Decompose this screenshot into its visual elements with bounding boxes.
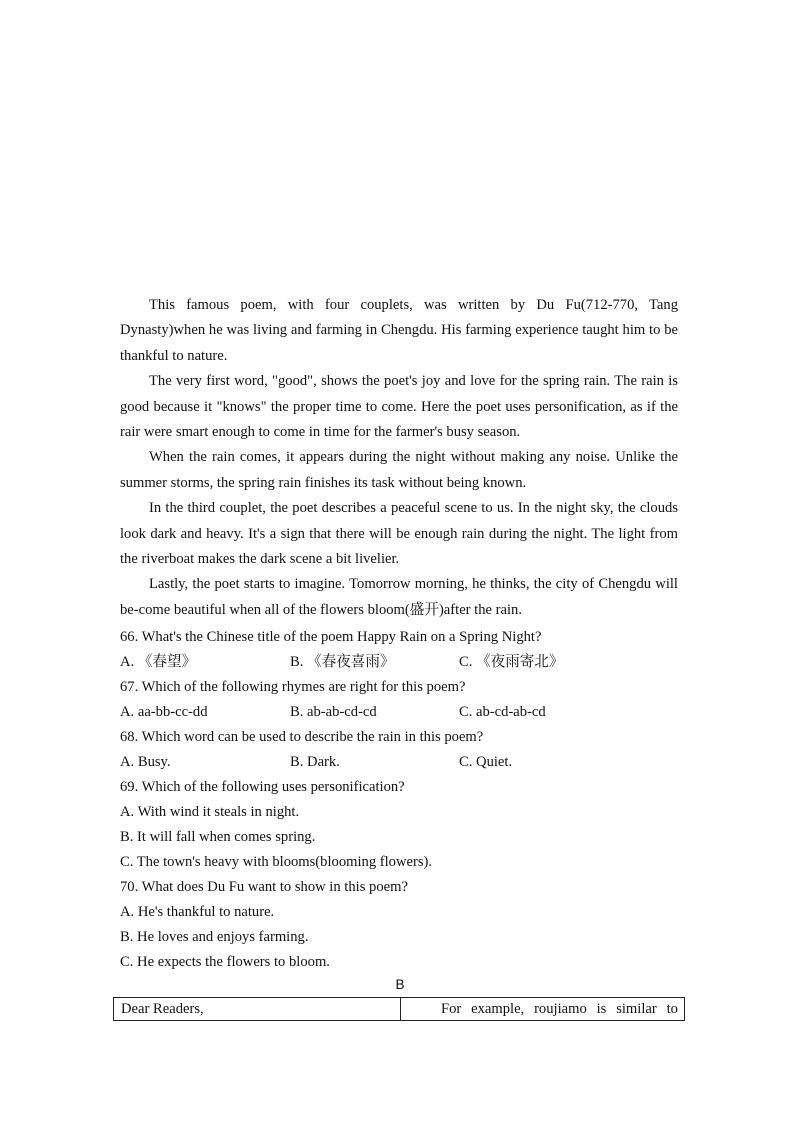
passage-paragraph-5: Lastly, the poet starts to imagine. Tomorrow morning, he thinks, the city of Chengdu will be-come beautiful when all of the flowers bloom(盛开)after the rain.	[120, 576, 678, 618]
question-70-option-a: A. He's thankful to nature.	[120, 904, 275, 920]
question-69-stem: 69. Which of the following uses personification?	[120, 779, 405, 795]
question-67-option-b: B. ab-ab-cd-cd	[290, 704, 377, 720]
letter-right-column	[401, 998, 684, 1020]
question-66-option-a: A. 《春望》	[120, 654, 197, 670]
question-66-option-c: C. 《夜雨寄北》	[459, 654, 564, 670]
question-68-option-b: B. Dark.	[290, 754, 340, 770]
question-68-option-a: A. Busy.	[120, 754, 171, 770]
passage-paragraph-3: When the rain comes, it appears during the night without making any noise. Unlike the summer storms, the spring rain finishes its task without being known.	[120, 449, 678, 491]
letter-word: is	[596, 1001, 607, 1017]
question-67-option-c: C. ab-cd-ab-cd	[459, 704, 546, 720]
section-b-label: B	[395, 977, 405, 992]
reading-passage	[120, 293, 678, 623]
passage-paragraph-2: The very first word, "good", shows the poet's joy and love for the spring rain. The rain is good because it "knows" the proper time to come. Here the poet uses personification, as if the rair were smart enough to come in time for the farmer's busy season.	[120, 373, 678, 441]
letter-word: example,	[471, 1001, 525, 1017]
passage-paragraph-1: This famous poem, with four couplets, was written by Du Fu(712-770, Tang Dynasty)when he was living and farming in Chengdu. His farming experience taught him to be thankful to nature.	[120, 297, 678, 364]
letter-salutation: Dear Readers,	[114, 998, 401, 1020]
question-68-option-c: C. Quiet.	[459, 754, 513, 770]
passage-paragraph-4: In the third couplet, the poet describes a peaceful scene to us. In the night sky, the clouds look dark and heavy. It's a sign that there will be enough rain during the night. The light from the riverboat makes the dark scene a bit livelier.	[120, 500, 678, 568]
letter-word: similar	[616, 1001, 657, 1017]
question-70-option-c: C. He expects the flowers to bloom.	[120, 954, 330, 970]
letter-table	[113, 997, 685, 1021]
letter-word: roujiamo	[534, 1001, 587, 1017]
question-69-option-c: C. The town's heavy with blooms(blooming flowers).	[120, 854, 433, 870]
question-69-option-b: B. It will fall when comes spring.	[120, 829, 316, 845]
question-66-stem: 66. What's the Chinese title of the poem Happy Rain on a Spring Night?	[120, 629, 542, 645]
question-68-stem: 68. Which word can be used to describe the rain in this poem?	[120, 729, 484, 745]
letter-word: For	[441, 1001, 462, 1017]
question-67-stem: 67. Which of the following rhymes are right for this poem?	[120, 679, 466, 695]
question-70-option-b: B. He loves and enjoys farming.	[120, 929, 309, 945]
question-69-option-a: A. With wind it steals in night.	[120, 804, 300, 820]
question-67-option-a: A. aa-bb-cc-dd	[120, 704, 208, 720]
letter-word: to	[666, 1001, 678, 1017]
question-66-option-b: B. 《春夜喜雨》	[290, 654, 395, 670]
question-70-stem: 70. What does Du Fu want to show in this poem?	[120, 879, 408, 895]
